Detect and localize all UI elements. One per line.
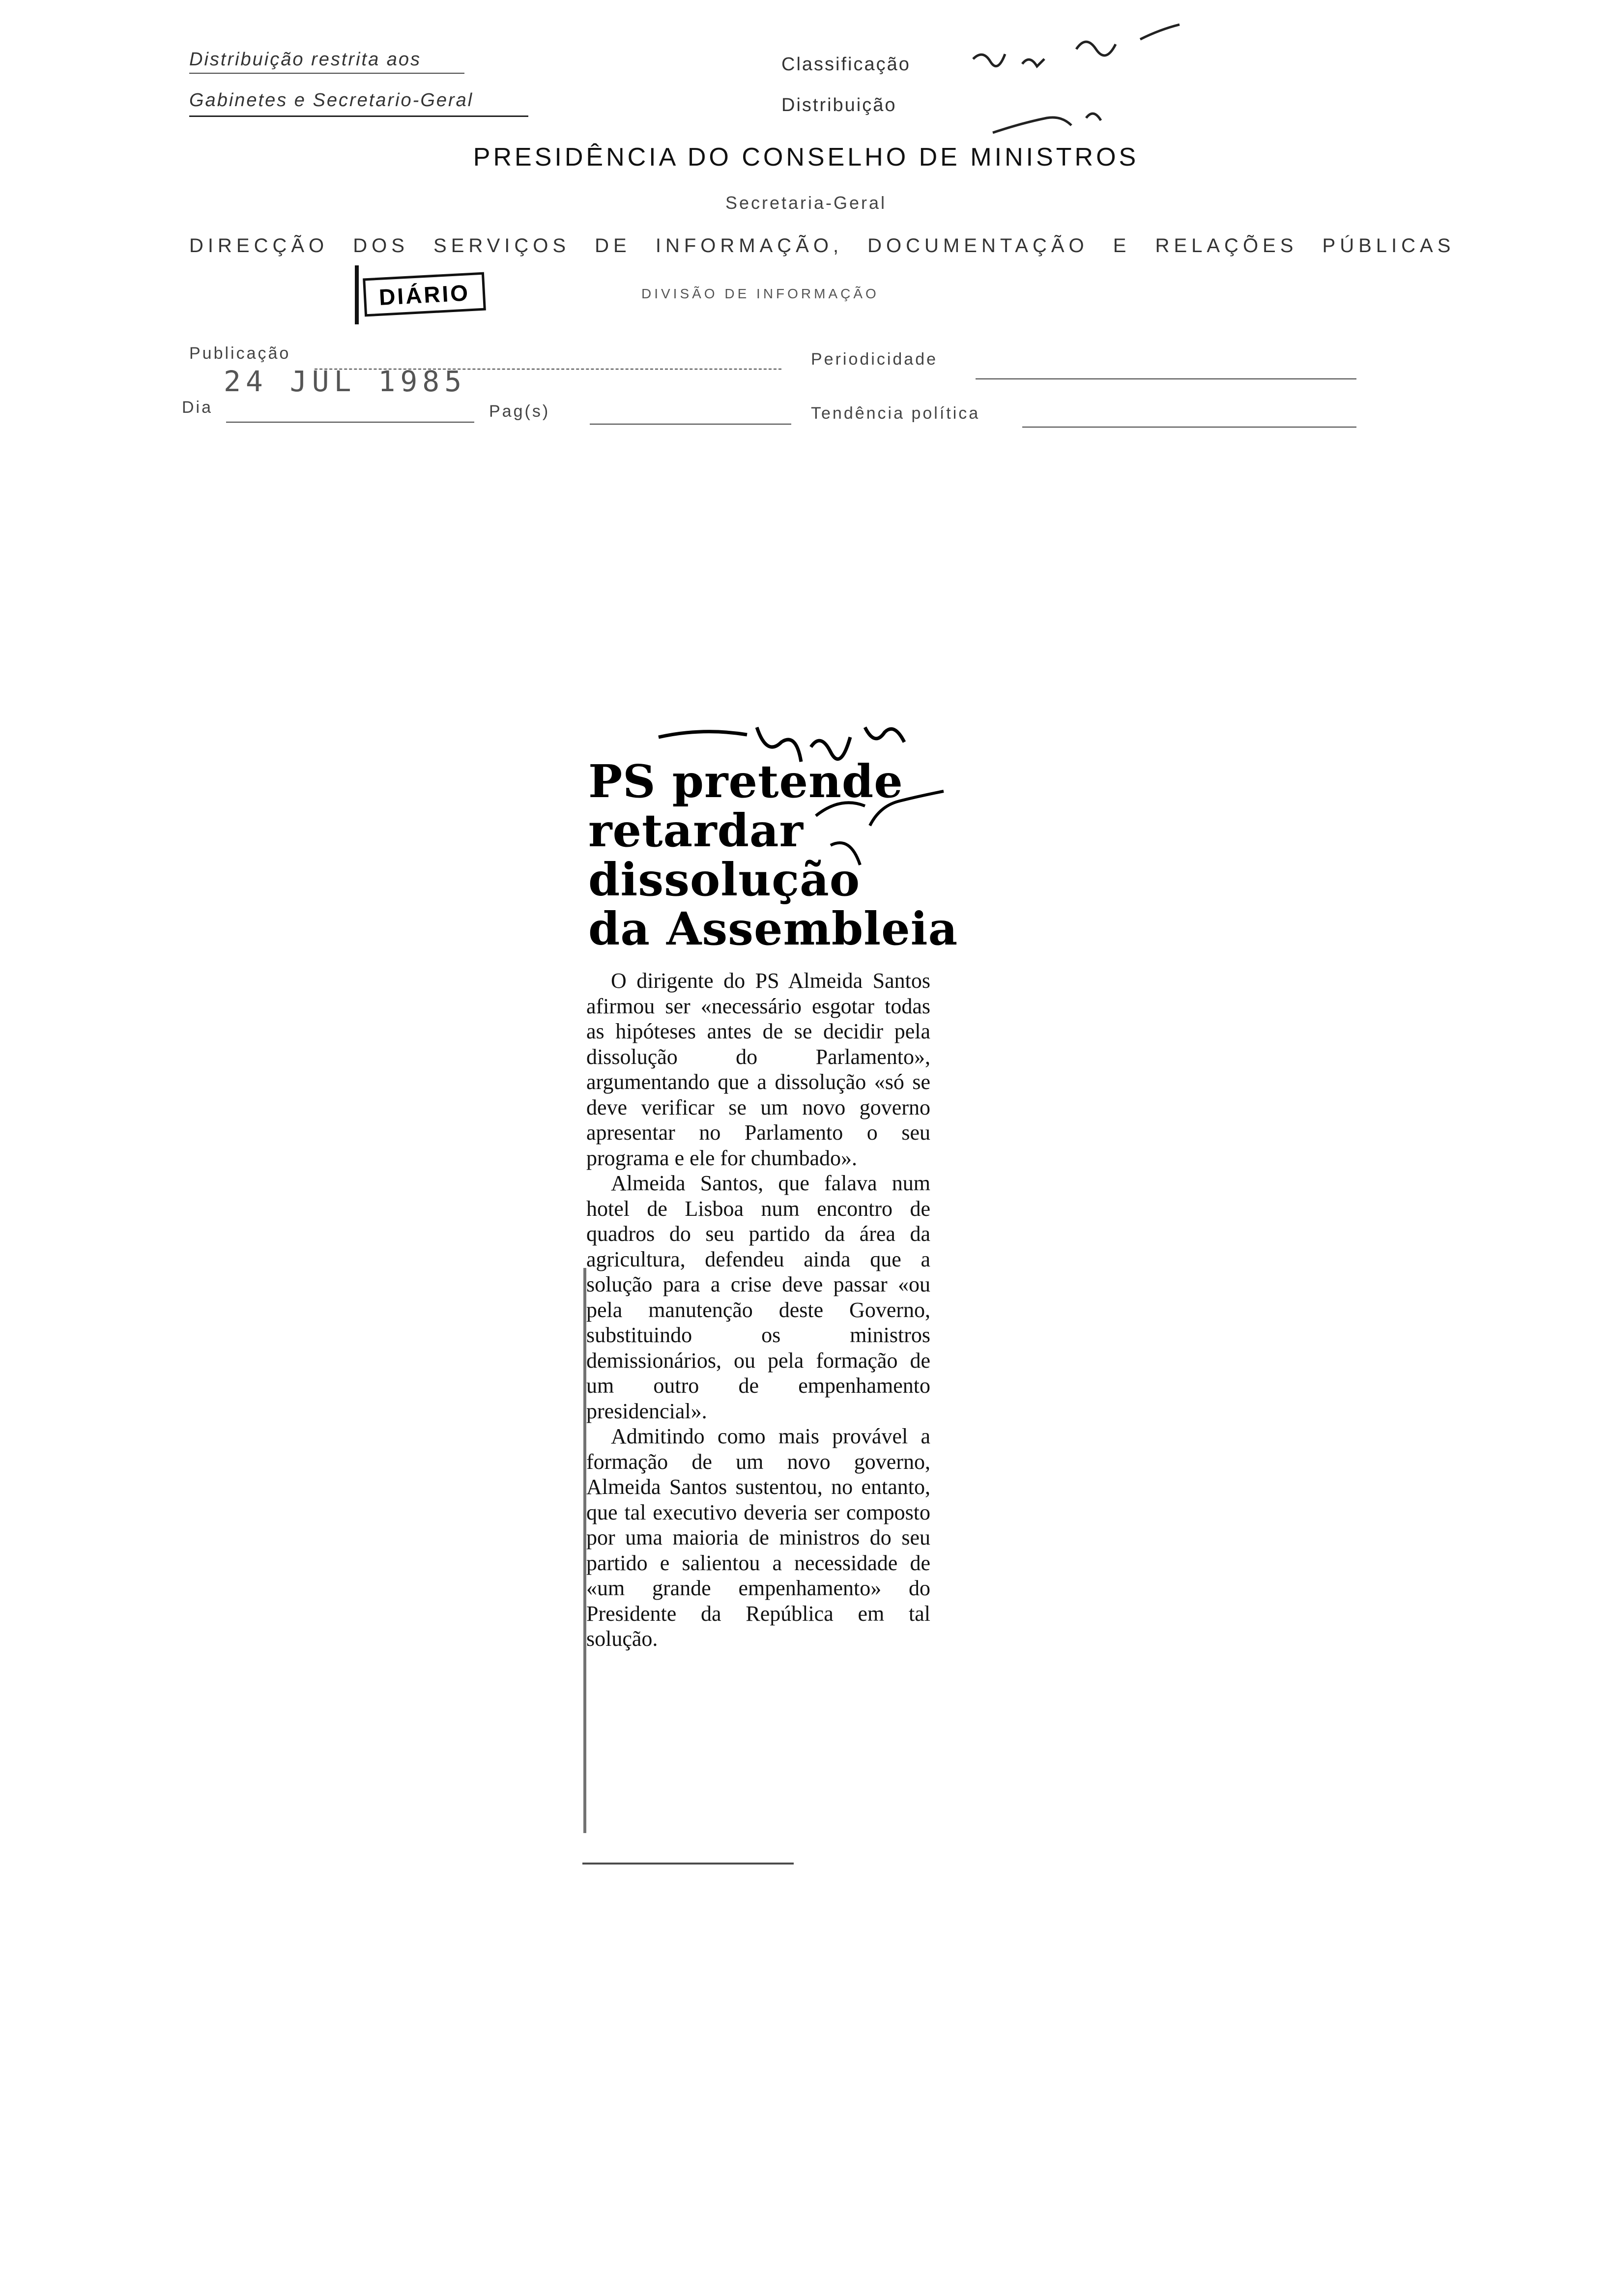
scan-edge xyxy=(583,1268,586,1833)
headline-line: dissolução xyxy=(588,853,861,906)
headline-line: PS pretende xyxy=(588,755,903,808)
directorate-title: DIRECÇÃO DOS SERVIÇOS DE INFORMAÇÃO, DOCUMENTAÇÃO E RELAÇÕES PÚBLICAS xyxy=(189,235,1455,257)
distribution-label: Distribuição xyxy=(781,95,897,115)
distribution-note-line1: Distribuição restrita aos xyxy=(189,49,422,70)
day-line xyxy=(226,422,474,423)
headline-line: retardar xyxy=(588,804,804,857)
article-paragraph: Almeida Santos, que falava num hotel de Lisboa num encontro de quadros do seu partido da área da agricultura, defendeu ainda que a solução para a crise deve passar «ou pela manutenção deste Governo, substituindo os ministros demissionários, ou pela formação de um outro de empenhamento presidencial». xyxy=(586,1171,930,1423)
political-tendency-line xyxy=(1022,427,1356,428)
article-paragraph: O dirigente do PS Almeida Santos afirmou ser «necessário esgotar todas as hipóteses antes de se decidir pela dissolução do Parlamento», argumentando que a dissolução «só se deve verificar se um novo governo apresentar no Parlamento o seu programa e ele for chumbado». xyxy=(586,969,930,1170)
article-body xyxy=(586,968,930,1652)
article-paragraph: Admitindo como mais provável a formação de um novo governo, Almeida Santos sustentou, no entanto, que tal executivo deveria ser composto por uma maioria de ministros do seu partido e salientou a necessidade de «um grande empenhamento» do Presidente da República em tal solução. xyxy=(586,1424,930,1651)
political-tendency-label: Tendência política xyxy=(811,404,980,423)
division-title: DIVISÃO DE INFORMAÇÃO xyxy=(641,286,879,301)
scan-edge xyxy=(582,1863,794,1865)
divider xyxy=(189,115,528,117)
distribution-note-line2: Gabinetes e Secretario-Geral xyxy=(189,90,474,111)
ministry-title: PRESIDÊNCIA DO CONSELHO DE MINISTROS xyxy=(473,143,1139,172)
handwritten-signature xyxy=(654,718,949,894)
divider xyxy=(189,73,464,74)
pages-label: Pag(s) xyxy=(489,402,550,421)
day-value: 24 JUL 1985 xyxy=(224,365,467,398)
handwritten-initials xyxy=(963,20,1199,147)
newspaper-clipping xyxy=(573,737,958,1877)
newspaper-stamp: DIÁRIO xyxy=(363,272,486,317)
publication-label: Publicação xyxy=(189,344,291,363)
periodicity-line xyxy=(976,378,1356,379)
day-label: Dia xyxy=(182,398,213,417)
pages-line xyxy=(590,424,791,425)
classification-label: Classificação xyxy=(781,54,911,75)
headline-line: da Assembleia xyxy=(588,902,958,955)
secretariat-title: Secretaria-Geral xyxy=(725,193,887,213)
stamp-mark xyxy=(355,265,359,324)
periodicity-label: Periodicidade xyxy=(811,350,938,369)
